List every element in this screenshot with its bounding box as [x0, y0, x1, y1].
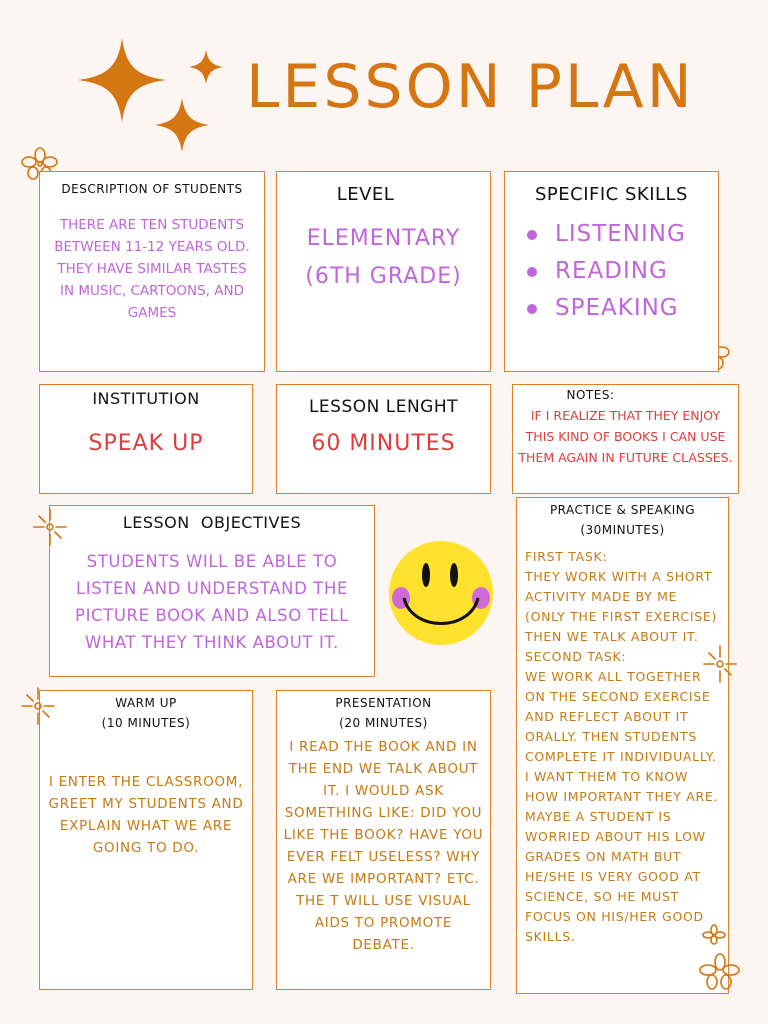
- practice-body: [525, 547, 720, 947]
- practice-second-task-text: WE WORK ALL TOGETHER ON THE SECOND EXERCISE AND REFLECT ABOUT IT ORALLY. THEN STUDENTS COMPLETE IT INDIVIDUALLY. I WANT THEM TO KNOW HOW IMPORTANT THEY ARE. MAYBE A STUDENT IS WORRIED ABOUT HIS LOW GRADES ON MATH BUT HE/SHE IS VERY GOOD AT SCIENCE, SO HE MUST FOCUS ON HIS/HER GOOD SKILLS.: [525, 669, 719, 944]
- practice-heading: PRACTICE & SPEAKING: [549, 503, 696, 517]
- flower-icon: [698, 922, 740, 992]
- institution-heading: INSTITUTION: [92, 389, 200, 408]
- notes-body: IF I REALIZE THAT THEY ENJOY THIS KIND OF BOOKS I CAN USE THEM AGAIN IN FUTURE CLASSES.: [518, 408, 733, 465]
- practice-duration: (30MINUTES): [580, 523, 665, 537]
- lesson-length-box: [276, 384, 491, 494]
- level-box: [276, 171, 491, 372]
- page-title: LESSON PLAN: [246, 52, 695, 122]
- bullet-icon: [527, 267, 537, 277]
- warmup-duration: (10 MINUTES): [101, 716, 191, 730]
- level-value-line1: ELEMENTARY: [306, 226, 461, 251]
- skills-box: [504, 171, 719, 372]
- sparkle-burst-icon: [700, 642, 740, 686]
- notes-box: [512, 384, 739, 494]
- objectives-body: STUDENTS WILL BE ABLE TO LISTEN AND UNDERSTAND THE PICTURE BOOK AND ALSO TELL WHAT THEY THINK ABOUT IT.: [75, 552, 349, 652]
- description-heading: DESCRIPTION OF STUDENTS: [61, 182, 243, 196]
- lesson-length-value: 60 MINUTES: [311, 431, 456, 456]
- practice-box: [516, 497, 729, 994]
- presentation-heading: PRESENTATION: [335, 696, 432, 710]
- warmup-body: I ENTER THE CLASSROOM, GREET MY STUDENTS AND EXPLAIN WHAT WE ARE GOING TO DO.: [48, 774, 244, 856]
- sparkle-burst-icon: [30, 505, 70, 549]
- skill-item: LISTENING: [525, 216, 686, 253]
- practice-first-task-text: THEY WORK WITH A SHORT ACTIVITY MADE BY ME (ONLY THE FIRST EXERCISE) THEN WE TALK ABOUT IT.: [525, 569, 718, 644]
- level-heading: LEVEL: [336, 184, 395, 205]
- lesson-length-heading: LESSON LENGHT: [308, 397, 459, 417]
- presentation-body: I READ THE BOOK AND IN THE END WE TALK ABOUT IT. I WOULD ASK SOMETHING LIKE: DID YOU LIKE THE BOOK? HAVE YOU EVER FELT USELESS? WHY ARE WE IMPORTANT? ETC. THE T WILL USE VISUAL AIDS TO PROMOTE DEBATE.: [283, 739, 484, 953]
- practice-second-task-label: SECOND TASK:: [525, 649, 627, 664]
- warmup-box: [39, 690, 253, 990]
- bullet-icon: [527, 304, 537, 314]
- skill-item: READING: [525, 253, 686, 290]
- institution-value: SPEAK UP: [88, 431, 204, 456]
- level-value-line2: (6TH GRADE): [305, 264, 462, 289]
- skills-list: [525, 216, 686, 327]
- presentation-box: [276, 690, 491, 990]
- smiley-face-icon: [388, 540, 494, 646]
- notes-heading: NOTES:: [566, 388, 615, 402]
- skill-item: SPEAKING: [525, 290, 686, 327]
- description-body: THERE ARE TEN STUDENTS BETWEEN 11-12 YEARS OLD. THEY HAVE SIMILAR TASTES IN MUSIC, CARTOONS, AND GAMES: [54, 217, 250, 321]
- objectives-box: [49, 505, 375, 677]
- sparkle-burst-icon: [18, 684, 58, 728]
- presentation-duration: (20 MINUTES): [339, 716, 428, 730]
- bullet-icon: [527, 230, 537, 240]
- sparkle-icon: [78, 36, 228, 154]
- objectives-heading: LESSON OBJECTIVES: [122, 513, 302, 532]
- description-box: [39, 171, 265, 372]
- institution-box: [39, 384, 253, 494]
- warmup-heading: WARM UP: [115, 696, 177, 710]
- practice-first-task-label: FIRST TASK:: [525, 549, 608, 564]
- skills-heading: SPECIFIC SKILLS: [534, 184, 688, 205]
